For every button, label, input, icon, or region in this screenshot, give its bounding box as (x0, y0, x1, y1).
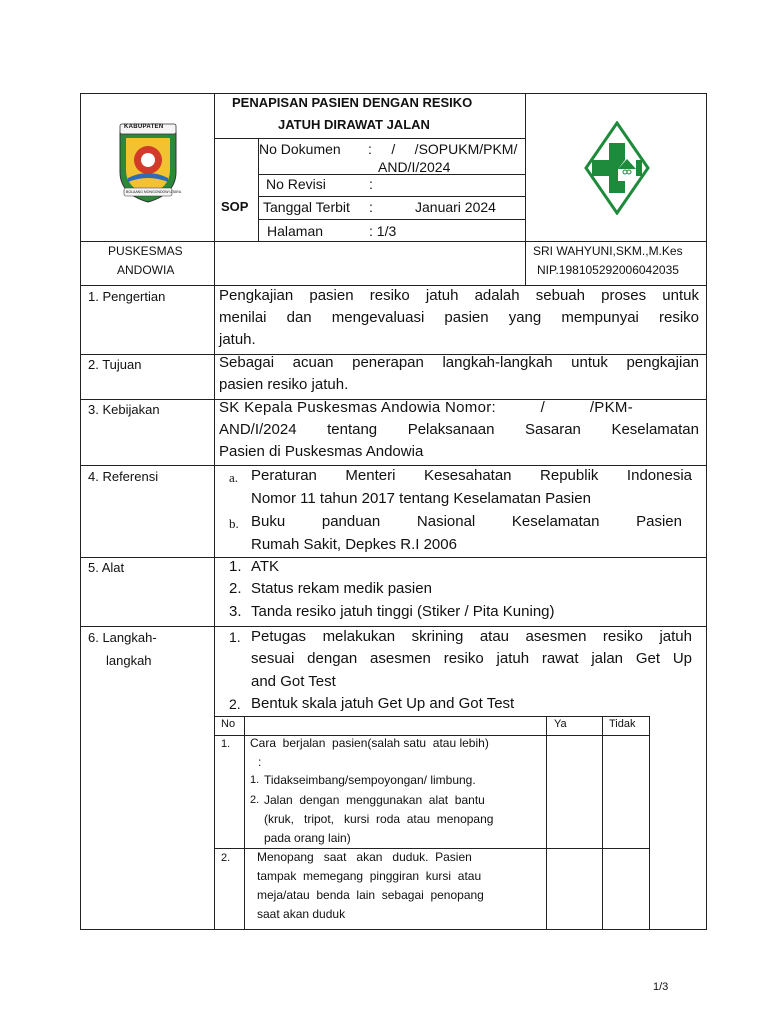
kebijakan-line3: Pasien di Puskesmas Andowia (219, 443, 424, 460)
inner-row2-line4: saat akan duduk (257, 907, 346, 921)
inner-row1-sub2-line1: Jalan dengan menggunakan alat bantu (264, 793, 485, 807)
section-label-kebijakan: 3. Kebijakan (88, 402, 160, 417)
logo-banner-bottom: BOLAANG MONGONDOW UTARA (126, 190, 182, 194)
inner-row1-sub2-marker: 2. (250, 794, 260, 806)
alat-item-2: Status rekam medik pasien (251, 580, 432, 597)
inner-row1-sub2-line2: (kruk, tripot, kursi roda atau menopang (264, 812, 494, 826)
no-dokumen-label: No Dokumen (259, 141, 341, 157)
inner-header-tidak: Tidak (609, 718, 636, 730)
inner-row1-colon: : (258, 755, 262, 769)
langkah-1-line1: Petugas melakukan skrining atau asesmen resiko jatuh (251, 628, 692, 645)
section-label-alat: 5. Alat (88, 560, 125, 575)
doc-title-line2: JATUH DIRAWAT JALAN (278, 117, 430, 132)
puskesmas-logo (584, 121, 650, 215)
org-name-line1: PUSKESMAS (108, 244, 183, 258)
pengertian-line1: Pengkajian pasien resiko jatuh adalah sebuah proses untuk (219, 287, 699, 304)
signer-nip: NIP.198105292006042035 (537, 263, 679, 277)
kebijakan-line2: AND/I/2024 tentang Pelaksanaan Sasaran Keselamatan (219, 421, 699, 438)
langkah-marker-1: 1. (229, 629, 241, 645)
alat-marker-3: 3. (229, 603, 242, 620)
tujuan-line1: Sebagai acuan penerapan langkah-langkah untuk pengkajian (219, 354, 699, 371)
langkah-1-line2: sesuai dengan asesmen resiko jatuh rawat jalan Get Up (251, 650, 692, 667)
logo-banner-top: KABUPATEN (124, 124, 164, 130)
no-dokumen-value2: AND/I/2024 (378, 159, 451, 175)
kebijakan-line1: SK Kepala Puskesmas Andowia Nomor: / /PKM- (219, 399, 633, 416)
referensi-marker-a: a. (229, 470, 239, 485)
tujuan-line2: pasien resiko jatuh. (219, 376, 349, 393)
pengertian-line3: jatuh. (219, 331, 256, 348)
referensi-b-line1: Buku panduan Nasional Keselamatan Pasien (251, 513, 682, 530)
inner-row1-no: 1. (221, 738, 231, 750)
section-label-pengertian: 1. Pengertian (88, 289, 166, 304)
inner-row1-sub2-line3: pada orang lain) (264, 831, 351, 845)
halaman-label: Halaman (267, 223, 324, 239)
tanggal-value: Januari 2024 (415, 199, 496, 215)
langkah-1-line3: and Got Test (251, 673, 336, 690)
tanggal-colon: : (369, 199, 373, 215)
sop-label: SOP (221, 199, 249, 214)
referensi-b-line2: Rumah Sakit, Depkes R.I 2006 (251, 536, 457, 553)
section-label-tujuan: 2. Tujuan (88, 357, 142, 372)
no-revisi-value: : (369, 176, 373, 192)
org-name-line2: ANDOWIA (117, 263, 175, 277)
inner-row1-sub1: Tidakseimbang/sempoyongan/ limbung. (264, 773, 476, 787)
alat-marker-1: 1. (229, 558, 242, 575)
inner-row2-line2: tampak memegang pinggiran kursi atau (257, 869, 482, 883)
referensi-a-line1: Peraturan Menteri Kesesahatan Republik Indonesia (251, 467, 692, 484)
inner-row1-sub1-marker: 1. (250, 774, 260, 786)
inner-row1-intro: Cara berjalan pasien(salah satu atau lebih) (250, 736, 489, 750)
referensi-marker-b: b. (229, 516, 239, 531)
section-label-langkah-1: 6. Langkah- (88, 630, 157, 645)
section-label-langkah-2: langkah (106, 653, 152, 668)
inner-header-no: No (221, 718, 236, 730)
inner-row2-no: 2. (221, 852, 231, 864)
halaman-value: : 1/3 (369, 223, 397, 239)
langkah-marker-2: 2. (229, 696, 241, 712)
no-dokumen-value: : / /SOPUKM/PKM/ (368, 141, 518, 157)
langkah-2-line1: Bentuk skala jatuh Get Up and Got Test (251, 695, 515, 712)
no-revisi-label: No Revisi (266, 176, 326, 192)
doc-title-line1: PENAPISAN PASIEN DENGAN RESIKO (232, 95, 473, 110)
referensi-a-line2: Nomor 11 tahun 2017 tentang Keselamatan Pasien (251, 490, 591, 507)
page-number: 1/3 (653, 981, 669, 993)
section-label-referensi: 4. Referensi (88, 469, 159, 484)
inner-row2-line3: meja/atau benda lain sebagai penopang (257, 888, 484, 902)
tanggal-label: Tanggal Terbit (263, 199, 350, 215)
signer-name: SRI WAHYUNI,SKM.,M.Kes (533, 244, 683, 258)
pengertian-line2: menilai dan mengevaluasi pasien yang mempunyai resiko (219, 309, 699, 326)
inner-row2-line1: Menopang saat akan duduk. Pasien (257, 850, 472, 864)
alat-item-1: ATK (251, 558, 280, 575)
alat-item-3: Tanda resiko jatuh tinggi (Stiker / Pita Kuning) (251, 603, 555, 620)
alat-marker-2: 2. (229, 580, 242, 597)
inner-header-ya: Ya (554, 718, 567, 730)
